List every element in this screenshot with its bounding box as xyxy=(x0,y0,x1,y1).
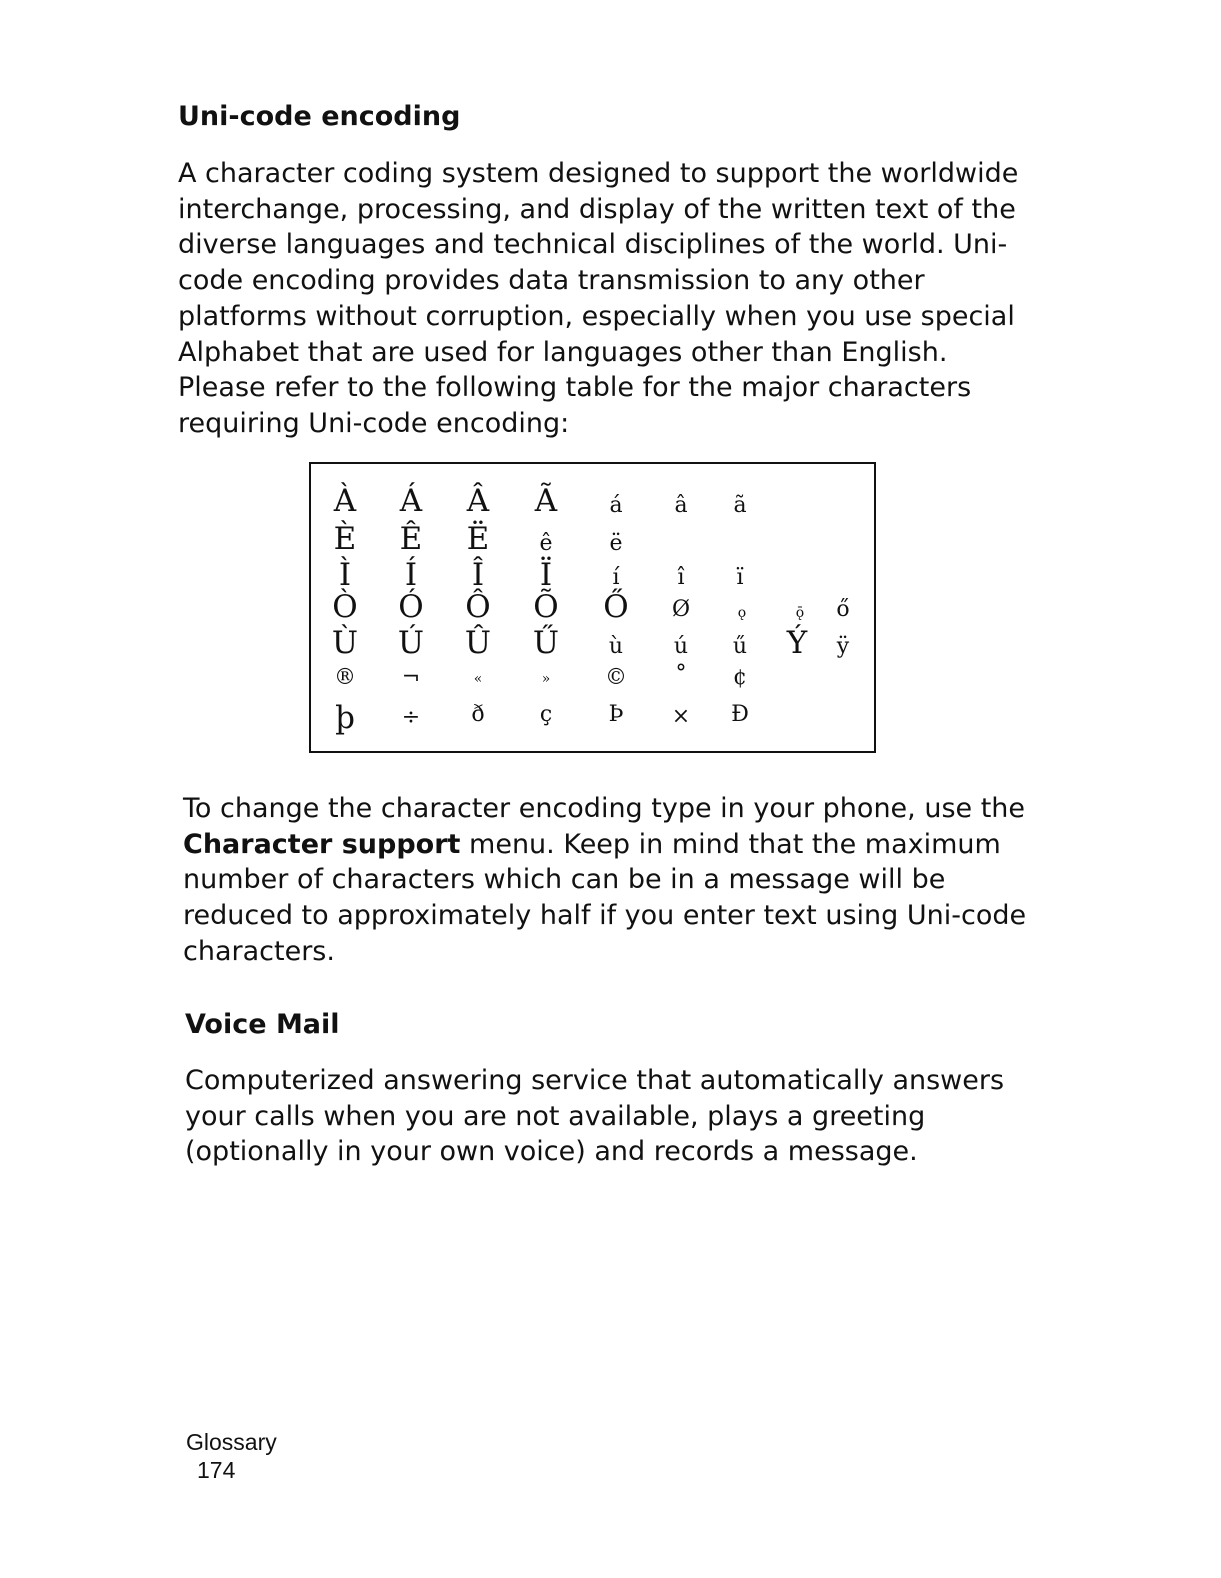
table-char: È xyxy=(333,521,357,557)
table-char: í xyxy=(612,565,620,590)
text-line: To change the character encoding type in your phone, use the xyxy=(183,793,1026,824)
text-line: characters. xyxy=(183,935,335,967)
unicode-character-table xyxy=(309,462,876,753)
table-char: Õ xyxy=(533,589,559,625)
table-char: Ê xyxy=(399,521,423,557)
table-char: Ì xyxy=(338,557,352,593)
text-fragment: menu. Keep in mind that the maximum xyxy=(460,828,1001,860)
text-line: A character coding system designed to support the worldwide xyxy=(178,158,1019,189)
table-char: ű xyxy=(732,634,748,659)
table-char: ǫ xyxy=(737,605,747,621)
text-line: interchange, processing, and display of the written text of the xyxy=(178,193,1016,225)
table-char: ǭ xyxy=(795,605,805,621)
footer-section-name: Glossary xyxy=(186,1429,277,1455)
table-char: © xyxy=(605,665,627,690)
text-line: requiring Uni-code encoding: xyxy=(178,407,570,439)
text-line: diverse languages and technical disciplines of the world. Uni- xyxy=(178,229,1008,261)
table-char: Ú xyxy=(397,625,425,661)
table-char: ÿ xyxy=(836,634,850,659)
section-heading-voice-mail: Voice Mail xyxy=(185,1009,340,1040)
table-char: ð xyxy=(471,702,485,727)
table-char: ï xyxy=(736,565,744,590)
text-line: Computerized answering service that automatically answers xyxy=(185,1065,1005,1096)
table-char: á xyxy=(609,493,623,518)
table-char: ú xyxy=(673,634,689,659)
unicode-description xyxy=(178,156,1018,442)
table-char: × xyxy=(671,704,691,729)
table-char: Î xyxy=(471,557,485,593)
table-char: ő xyxy=(836,597,850,622)
table-char: Ã xyxy=(534,483,558,519)
table-char: Û xyxy=(464,625,492,661)
table-char: Ë xyxy=(466,521,490,557)
character-support-menu-name: Character support xyxy=(183,828,461,860)
page-footer xyxy=(186,1428,277,1484)
table-char: ê xyxy=(539,531,553,556)
text-line: your calls when you are not available, plays a greeting xyxy=(185,1100,926,1132)
text-line: (optionally in your own voice) and records a message. xyxy=(185,1136,918,1168)
table-char: Ű xyxy=(532,625,560,661)
table-char: î xyxy=(677,565,685,590)
table-char: ã xyxy=(733,493,747,518)
table-char: Ô xyxy=(465,589,491,625)
table-char: ë xyxy=(609,531,623,556)
table-char: ÷ xyxy=(401,705,421,730)
table-char: ¬ xyxy=(401,665,421,690)
table-char: Í xyxy=(404,557,418,593)
page-number: 174 xyxy=(197,1457,236,1483)
table-char: Þ xyxy=(608,702,624,727)
table-char: Á xyxy=(399,483,423,519)
text-line xyxy=(183,827,1026,863)
table-char: þ xyxy=(335,700,355,736)
text-line: code encoding provides data transmission to any other xyxy=(178,265,925,297)
table-char: Ù xyxy=(331,625,359,661)
character-support-paragraph xyxy=(183,791,1026,970)
table-char: » xyxy=(541,671,551,687)
table-char: Ó xyxy=(398,589,424,625)
table-char: Ý xyxy=(786,625,808,661)
table-char: ù xyxy=(608,634,624,659)
table-char: Ø xyxy=(671,597,691,622)
table-char: ç xyxy=(539,702,553,727)
text-line: Alphabet that are used for languages other than English. xyxy=(178,336,948,368)
table-char: Ő xyxy=(603,589,629,625)
table-char: À xyxy=(333,483,357,519)
text-line: platforms without corruption, especially when you use special xyxy=(178,300,1015,332)
table-char: « xyxy=(473,671,483,687)
table-char: Đ xyxy=(731,702,749,727)
table-char: Ò xyxy=(332,589,358,625)
table-char: ° xyxy=(675,661,687,686)
voice-mail-description xyxy=(185,1063,1004,1170)
table-char: Ï xyxy=(539,557,553,593)
text-line: reduced to approximately half if you enter text using Uni-code xyxy=(183,900,1027,932)
table-char: Â xyxy=(466,483,490,519)
section-heading-unicode-encoding: Uni-code encoding xyxy=(178,101,461,132)
text-line: Please refer to the following table for the major characters xyxy=(178,372,972,404)
text-line: number of characters which can be in a message will be xyxy=(183,864,946,896)
table-char: ® xyxy=(334,665,356,690)
table-char: ¢ xyxy=(733,665,747,690)
table-char: â xyxy=(674,493,688,518)
